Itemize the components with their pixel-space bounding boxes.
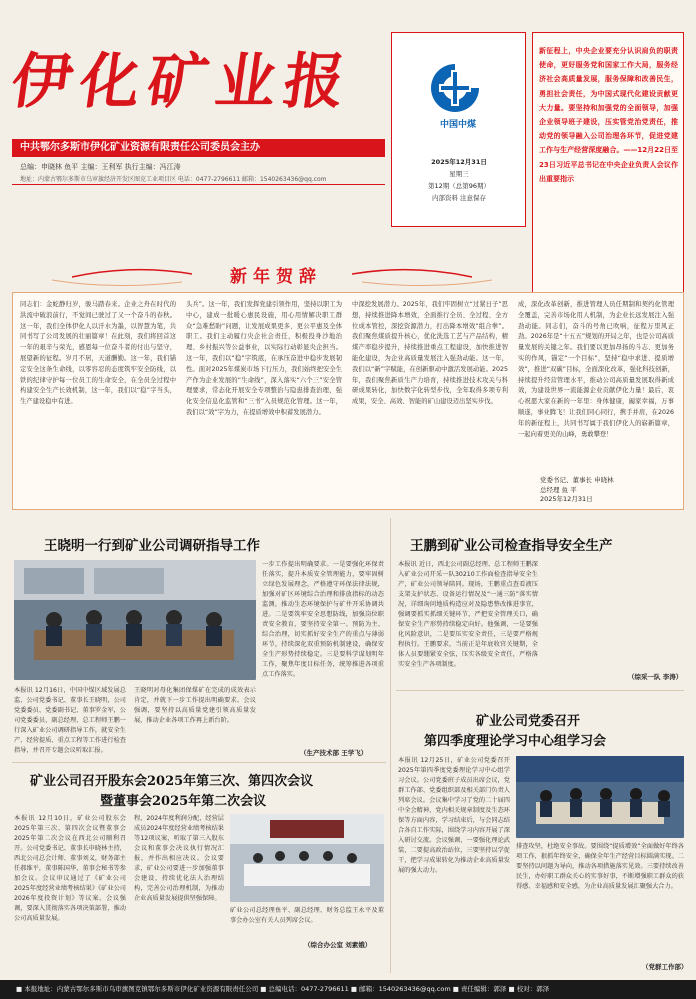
greeting-column-3: 中深挖发展潜力。2025年，我们牢固树立“过紧日子”思想，持续推进降本增效，全面推行全员、全过程、全方位成本管控，深挖资源潜力，打出降本增效“组合拳”。我们聚焦煤质提升核心，优化洗选工艺与产品结构，精煤产率稳步提升，持续推进重点工程建设，加快推进智能化建设，为企业高质量发展注入强劲动能。这一年，我们以“新”字赋能，在创新驱动中激活发展动能。2025年，我们聚焦新质生产力培育，持续推进技术攻关与科研成果转化，加快数字化转型步伐，全年取得多项专利成果，安全、高效、智能的矿山建设迈出坚实步伐。 (352, 301, 508, 406)
article-1-author: （生产技术部 王学飞） (300, 749, 368, 757)
article-1-body-2: 一步工作提出明确要求。一是要强化环保责任落实，提升本质安全管理能力，要牢固树立绿色发展理念，严格遵守环保法律法规，加强对矿区环境综合治理和排放指标的动态监测，推动生态环境保护与矿井开采协调共进。二是要筑牢安全思想防线，加强岗位职责安全教育，要坚持安全第一、预防为主、综合治理，切实抓好安全生产的重点与薄弱环节，持续深化双重预防机制建设，确保安全生产形势持续稳定。三是要科学谋划明年工作，聚焦年度目标任务，统筹推进各项重点工作落实。 (262, 561, 384, 678)
article-4-title-line1: 矿业公司党委召开 (476, 714, 581, 729)
article-3-body-2: 程，2024年度利润分配，经营层成员2024年度经营业绩考核结果等12项议案，听取了第三入股东会议和董事会决议执行情况汇报，并作出相应决议。会议要求，矿业公司要进一步加强董事会建设，持续优化法人治理结构，完善公司治理机制，为推动企业高质量发展提供坚强保障。 (134, 815, 224, 902)
article-3-caption: 矿业公司总经理鱼平、副总经理、财务总监王永平及董事会办公室有关人员列席会议。 (230, 907, 384, 924)
article-2-title: 王鹏到矿业公司检查指导安全生产 (410, 538, 613, 554)
issue-weekday: 星期三 (449, 170, 469, 178)
footer-bar: ■ 本报地址：内蒙古鄂尔多斯市乌审旗图克镇鄂尔多斯市伊化矿业资源有限责任公司 ■ 总编电话：0477-2796611 ■ 邮箱：1540263436@qq.com ■ 责任编辑：郭泽 ■ 校对：郭泽 (0, 980, 696, 999)
sponsor-bar: 中共鄂尔多斯市伊化矿业资源有限责任公司委员会主办 (12, 139, 385, 157)
article-2-body: 本报讯 近日，西北公司副总经理、总工程师王鹏深入矿业公司开采一队30210工作面检查指导安全生产，矿业公司领导陪同。现场，王鹏重点查看液压支架支护状态、设备运行情况及“一通三防”落实情况，详细询问地质构造应对及隐患整改推进事宜，强调要抓实抓细关键环节，严把安全管理关口，确保安全生产形势持续稳定向好。他强调，一是要强化风险意识，二是要压实安全责任，三是要严格规程执行。王鹏要求，当前正是年底收官关键期，全体人员要绷紧安全弦，压实各级安全责任，严格落实安全生产各项制度。 (398, 561, 538, 668)
masthead-divider (12, 184, 385, 185)
article-4-photo (516, 756, 684, 838)
side-notice-text: 新征程上，中央企业要充分认识肩负的职责使命，更好服务党和国家工作大局，服务经济社会高质量发展，服务保障和改善民生，勇担社会责任，为中国式现代化建设贡献更大力量。要坚持和加强党的全面领导，加强企业领导班子建设，压实管党治党责任，推动党的领导融入公司治理各环节，促进党建工作与生产经营深度融合。——12月22日至23日习近平总书记在中央企业负责人会议作出重要指示 (539, 47, 678, 183)
masthead (7, 32, 382, 132)
greeting-column-4: 成，深化改革创新，推进管理人员任期制和契约化管理全覆盖，完善市场化用人机制，为企业长远发展注入强劲动能。同志们，奋斗的号角已吹响，征程万里风正劲。2026年是“十五五”规划的开局之年，也是公司高质量发展的关键之年。我们要以更加昂扬的斗志、更加务实的作风，锚定“一个目标”，坚持“稳中求进、提质增效”，推进“双碳”目标，全面深化改革，强化科技创新，持续提升经营管理水平，推动公司高质量发展取得新成效，为建设世界一流能源企业贡献伊化力量！最后，衷心祝愿大家在新的一年里：身体健康，阖家幸福，万事顺遂，事业腾飞！让我们同心同行，携手并肩，在2026年的新征程上，共同书写属于我们伊化人的崭新篇章，一起向着更美的山峰，勇敢攀登！ (518, 301, 674, 438)
article-2-author: （综采一队 李涛） (628, 673, 683, 681)
issue-note: 内部资料 注意保存 (431, 194, 487, 202)
editor-line: 总编：申晓林 鱼平 主编：王利军 执行主编：冯江涛 (20, 163, 181, 171)
article-1-photo (14, 560, 256, 680)
greeting-signature (540, 476, 680, 505)
signature-chairman: 党委书记、董事长 申晓林 (540, 476, 614, 484)
issue-number: 第12期（总第96期） (427, 182, 491, 190)
divider (12, 762, 386, 763)
article-3-photo (230, 814, 384, 902)
issue-info (396, 156, 522, 204)
logo-name: 中国中煤 (439, 120, 476, 130)
greeting-title: 新年贺辞 (230, 267, 322, 287)
column-divider (390, 518, 391, 973)
article-3-title-line1: 矿业公司召开股东会2025年第三次、第四次会议 (30, 774, 314, 789)
article-4-author: （党群工作部） (642, 963, 688, 971)
issue-date: 2025年12月31日 (431, 158, 487, 166)
article-1-title: 王晓明一行到矿业公司调研指导工作 (44, 538, 260, 554)
address-line: 地址：内蒙古鄂尔多斯市乌审旗经济开发区图克工业项目区 电话：0477-2796611 邮箱：1540263436@qq.com (20, 176, 327, 183)
article-3-author: （综合办公室 刘素娥） (304, 941, 372, 949)
signature-manager: 总经理 鱼 平 (540, 485, 577, 494)
article-4-body: 本报讯 12月25日，矿业公司党委召开2025年第四季度党委理论学习中心组学习会议。公司党委班子成员出席会议，党群工作部、党委组织部及相关部门负责人列席会议。会议集中学习了党的二十届四中全会精神，党内相关规章制度及生态环保等方面内容，学习结束后，与会同志结合各自工作实际，围绕学习内容开展了深入研讨交流。会议强调，一要强化理论武装，二要提高政治站位，三要坚持以学促干，把学习成果转化为推动企业高质量发展的强大动力。 (398, 757, 510, 874)
newspaper-title: 伊化矿业报 (7, 47, 357, 117)
article-1-body: 本报讯 12月16日，中国中煤区域发展总监、公司党委书记、董事长王晓明，公司党委委员、党委副书记、董事罗金军，公司党委委员、副总经理、总工程师王鹏一行深入矿业公司调研指导工作，就安全生产、经营提质、重点工程等工作进行检查指导，并召开专题会议听取汇报。 (14, 687, 126, 754)
greeting-column-1: 同志们：金蛇静归岁，骏马踏春来。企业之舟在时代的洪流中破浪前行，不觉间已驶过了又一个奋斗的春秋。这一年，我们全体伊化人以汗水为墨，以智慧为笔，共同书写了公司发展的壮丽篇章！在此刻，我们将回首这一年的艰辛与荣光，感恩每一位奋斗者的付出与坚守，展望新的征程。岁月不居，天道酬勤。这一年，我们锚定安全这条生命线，以零容忍的态度筑牢安全防线，以铁的纪律守护每一位员工的生命安全，在全员全过程中构建安全生产长效机制，这一年，我们以“稳”字当头，生产建设稳中有进。 (20, 301, 176, 406)
article-3-body: 本报讯 12月10日，矿业公司股东会2025年第三次、第四次会议暨董事会2025年第二次会议在西北公司顺利召开。公司党委书记、董事长申晓林主持，西北公司总会计师、董事刘义，财务部主任郝维平，董事陈国华，董事会秘书等参加会议。会议审议通过了《矿业公司2025年度经营业绩考核结果》《矿业公司2026年度投资计划》等议案。会议强调，要深入贯彻落实各项决策部署，推动公司高质量发展。 (14, 815, 126, 922)
divider (396, 690, 684, 691)
china-coal-logo-icon (425, 60, 485, 114)
greeting-column-2: 头兵”。这一年，我们发挥党建引领作用，坚持以职工为中心，建成一批暖心惠民设施，用心用情解决职工群众“急难愁盼”问题，让发展成果更多、更公平惠及全体职工。我们主动履行央企社会责任，积极投身沙地治理、乡村振兴等公益事业，以实际行动彰显央企担当。这一年，我们以“稳”字筑底，在承压奋进中稳步发展韧性。面对2025年煤炭市场下行压力，我们始终把安全生产作为企业发展的“生命线”，深入落实“六个三”安全管理要求，常态化开展安全专项整治与隐患排查治理，强化安全信息化监管和“三书”入员规范化管理。这一年，我们以“效”字为力，在提质增效中积蓄发展潜力。 (186, 301, 342, 416)
article-4-title-line2: 第四季度理论学习中心组学习会 (424, 734, 607, 749)
article-4-body-2: 排查攻坚，杜绝安全事故。要围绕“提质增效”全面做好年终各项工作，狠抓年终安全，确保全年生产经营目标圆满实现。二要坚持以问题为导向，推动各项措施落实见效。三要持续改善民生，办好职工群众关心的实事好事，不断增强职工群众的获得感、幸福感和安全感，为企业高质量发展汇聚强大合力。 (516, 843, 684, 890)
signature-date: 2025年12月31日 (540, 495, 593, 503)
article-1-body-3: 王晓明对母化集团保煤矿在完成的成效表示肯定，并就下一步工作提出明确要求。会议强调，要坚持以高质量党建引领高质量发展，推动企业各项工作再上新台阶。 (134, 687, 256, 724)
article-3-title-line2: 暨董事会2025年第二次会议 (100, 794, 267, 809)
